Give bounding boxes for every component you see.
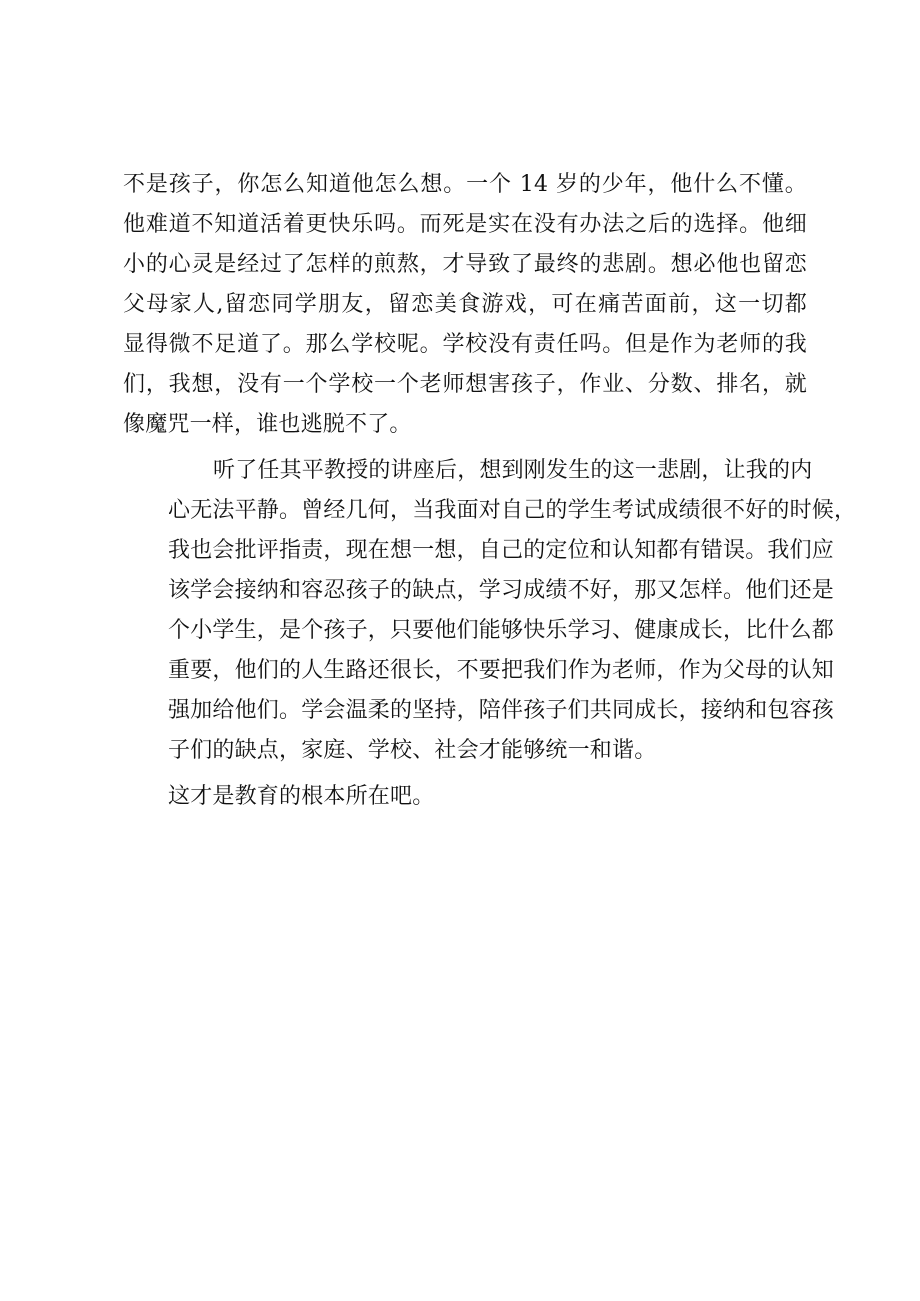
paragraph-1 [123,165,807,445]
paragraph-line: 听了任其平教授的讲座后，想到刚发生的这一悲剧，让我的内 [213,458,813,483]
paragraph-line: 父母家人,留恋同学朋友，留恋美食游戏，可在痛苦面前，这一切都 [123,292,807,317]
paragraph-3 [123,777,807,817]
paragraph-line: 像魔咒一样，谁也逃脱不了。 [123,412,412,437]
paragraph-line: 子们的缺点，家庭、学校、社会才能够统一和谐。 [168,738,657,763]
paragraph-line: 这才是教育的根本所在吧。 [168,784,435,809]
paragraph-line: 重要，他们的人生路还很长，不要把我们作为老师，作为父母的认知 [168,658,835,683]
paragraph-line: 显得微不足道了。那么学校呢。学校没有责任吗。但是作为老师的我 [123,332,807,357]
paragraph-line: 我也会批评指责，现在想一想，自己的定位和认知都有错误。我们应 [168,538,835,563]
paragraph-line: 们，我想，没有一个学校一个老师想害孩子，作业、分数、排名，就 [123,372,807,397]
paragraph-line: 心无法平静。曾经几何，当我面对自己的学生考试成绩很不好的时候， [168,498,857,523]
paragraph-line: 不是孩子，你怎么知道他怎么想。一个 14 岁的少年，他什么不懂。 [123,172,807,197]
paragraph-line: 他难道不知道活着更快乐吗。而死是实在没有办法之后的选择。他细 [123,212,807,237]
paragraph-2 [123,451,857,771]
paragraph-line: 小的心灵是经过了怎样的煎熬，才导致了最终的悲剧。想必他也留恋 [123,252,807,277]
document-body [123,165,857,817]
paragraph-line: 强加给他们。学会温柔的坚持，陪伴孩子们共同成长，接纳和包容孩 [168,698,835,723]
paragraph-line: 个小学生，是个孩子，只要他们能够快乐学习、健康成长，比什么都 [168,618,835,643]
paragraph-line: 该学会接纳和容忍孩子的缺点，学习成绩不好，那又怎样。他们还是 [168,578,835,603]
